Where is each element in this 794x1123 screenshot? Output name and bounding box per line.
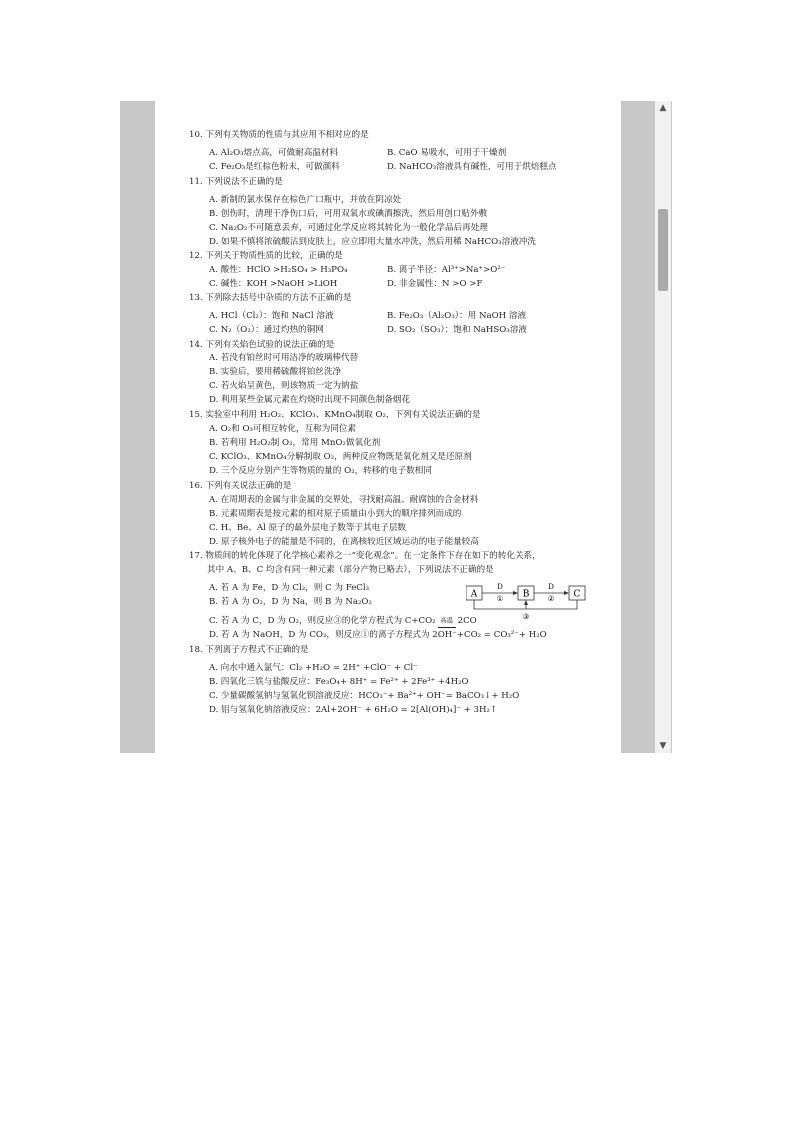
q12-option-a: A. 酸性：HClO >H₂SO₄ > H₃PO₄ <box>209 265 348 275</box>
question-18: 18. 下列离子方程式不正确的是 <box>189 645 309 655</box>
arrow-1-number: ① <box>496 594 504 603</box>
q15-option-d: D. 三个反应分别产生等物质的量的 O₂，转移的电子数相同 <box>209 466 432 476</box>
arrow-3-number: ③ <box>522 612 530 621</box>
q18-option-b: B. 四氧化三铁与盐酸反应：Fe₃O₄+ 8H⁺ = Fe²⁺ + 2Fe³⁺ +4H₂O <box>209 677 469 687</box>
arrow-2-number: ② <box>547 594 555 603</box>
scroll-down-button[interactable]: ▼ <box>659 741 667 751</box>
vertical-scrollbar[interactable] <box>655 101 671 753</box>
q16-option-d: D. 原子核外电子的能量是不同的，在离核较近区域运动的电子能量较高 <box>209 537 479 547</box>
q17-option-d: D. 若 A 为 NaOH，D 为 CO₂，则反应①的离子方程式为 2OH⁻+CO₂ = CO₃²⁻+ H₂O <box>209 630 547 640</box>
q18-option-a: A. 向水中通入氯气：Cl₂ +H₂O = 2H⁺ +ClO⁻ + Cl⁻ <box>209 663 418 673</box>
question-17: 17. 物质间的转化体现了化学核心素养之一“变化观念”。在一定条件下存在如下的转化关系， <box>189 551 541 561</box>
equation-bar <box>438 627 456 628</box>
question-15: 15. 实验室中利用 H₂O₂、KClO₃、KMnO₄制取 O₂，下列有关说法正确的是 <box>189 410 481 420</box>
question-13: 13. 下列除去括号中杂质的方法不正确的是 <box>189 293 352 303</box>
q15-option-c: C. KClO₃、KMnO₄分解制取 O₂，两种反应物既是氧化剂又是还原剂 <box>209 452 472 462</box>
document-viewer <box>120 101 672 753</box>
arrow-1-reagent: D <box>497 583 503 591</box>
q15-option-a: A. O₂和 O₃可相互转化，互称为同位素 <box>209 424 357 434</box>
q14-option-c: C. 若火焰呈黄色，则该物质一定为钠盐 <box>209 381 359 391</box>
scroll-up-button[interactable]: ▲ <box>659 103 667 113</box>
document-page <box>155 101 621 753</box>
box-b-label: B <box>522 589 530 600</box>
q13-option-c: C. N₂（O₂）：通过灼热的铜网 <box>209 325 324 335</box>
q17-option-a: A. 若 A 为 Fe，D 为 Cl₂，则 C 为 FeCl₃ <box>209 583 370 593</box>
q11-option-d: D. 如果不慎将浓硫酸沾到皮肤上，应立即用大量水冲洗，然后用稀 NaHCO₃溶液冲洗 <box>209 237 536 247</box>
q12-option-b: B. 离子半径：Al³⁺>Na⁺>O²⁻ <box>387 265 506 275</box>
q10-option-d: D. NaHCO₃溶液具有碱性，可用于烘焙糕点 <box>387 162 557 172</box>
conversion-diagram <box>466 582 621 624</box>
q16-option-b: B. 元素周期表是按元素的相对原子质量由小到大的顺序排列而成的 <box>209 509 462 519</box>
question-11: 11. 下列说法不正确的是 <box>189 177 283 187</box>
q17-option-b: B. 若 A 为 O₂，D 为 Na，则 B 为 Na₂O₂ <box>209 597 372 607</box>
q11-option-a: A. 新制的氯水保存在棕色广口瓶中，并放在阴凉处 <box>209 195 402 205</box>
q18-option-c: C. 少量碳酸氢钠与氢氧化钡溶液反应：HCO₃⁻+ Ba²⁺+ OH⁻= BaCO₃↓+ H₂O <box>209 691 520 701</box>
arrow-2-head <box>564 591 569 595</box>
arrow-3-head <box>524 600 528 605</box>
question-17-continued: 其中 A、B、C 均含有同一种元素（部分产物已略去），下列说法不正确的是 <box>207 565 494 575</box>
q18-option-d: D. 铝与氢氧化钠溶液反应：2Al+2OH⁻ + 6H₂O = 2[Al(OH)₄]⁻ + 3H₂↑ <box>209 705 498 715</box>
q10-option-c: C. Fe₂O₃是红棕色粉末，可做颜料 <box>209 162 340 172</box>
q14-option-d: D. 利用某些金属元素在灼烧时出现不同颜色制备烟花 <box>209 395 411 405</box>
q17-option-c: C. 若 A 为 C，D 为 O₂，则反应③的化学方程式为 C+CO₂ 高温 2CO <box>209 616 477 626</box>
q12-option-c: C. 碱性：KOH >NaOH >LiOH <box>209 279 338 289</box>
question-10: 10. 下列有关物质的性质与其应用不相对应的是 <box>189 130 369 140</box>
q14-option-b: B. 实验后，要用稀硫酸将铂丝洗净 <box>209 367 342 377</box>
q15-option-b: B. 若利用 H₂O₂制 O₂，常用 MnO₂做氧化剂 <box>209 438 381 448</box>
question-16: 16. 下列有关说法正确的是 <box>189 481 292 491</box>
box-a-label: A <box>470 589 478 600</box>
q13-option-a: A. HCl（Cl₂）：饱和 NaCl 溶液 <box>209 311 334 321</box>
q16-option-c: C. H、Be、Al 原子的最外层电子数等于其电子层数 <box>209 523 407 533</box>
q13-option-d: D. SO₂（SO₃）：饱和 NaHSO₃溶液 <box>387 325 527 335</box>
scrollbar-thumb[interactable] <box>658 209 668 291</box>
q10-option-a: A. Al₂O₃熔点高，可做耐高温材料 <box>209 148 339 158</box>
question-14: 14. 下列有关焰色试验的说法正确的是 <box>189 340 335 350</box>
box-c-label: C <box>573 589 581 600</box>
arrow-1-head <box>513 591 518 595</box>
question-12: 12. 下列关于物质性质的比较，正确的是 <box>189 251 343 261</box>
reaction-condition: 高温 <box>440 616 454 624</box>
q11-option-b: B. 创伤时，清理干净伤口后，可用双氧水或碘酒擦洗，然后用创口贴外敷 <box>209 209 488 219</box>
q14-option-a: A. 若没有铂丝时可用洁净的玻璃棒代替 <box>209 353 359 363</box>
q12-option-d: D. 非金属性：N >O >F <box>387 279 483 289</box>
q16-option-a: A. 在周期表的金属与非金属的交界处，寻找耐高温、耐腐蚀的合金材料 <box>209 495 479 505</box>
q10-option-b: B. CaO 易吸水，可用于干燥剂 <box>387 148 507 158</box>
arrow-2-reagent: D <box>548 583 554 591</box>
q13-option-b: B. Fe₂O₃（Al₂O₃）：用 NaOH 溶液 <box>387 311 527 321</box>
q11-option-c: C. Na₂O₂不可随意丢弃，可通过化学反应将其转化为一般化学品后再处理 <box>209 223 488 233</box>
